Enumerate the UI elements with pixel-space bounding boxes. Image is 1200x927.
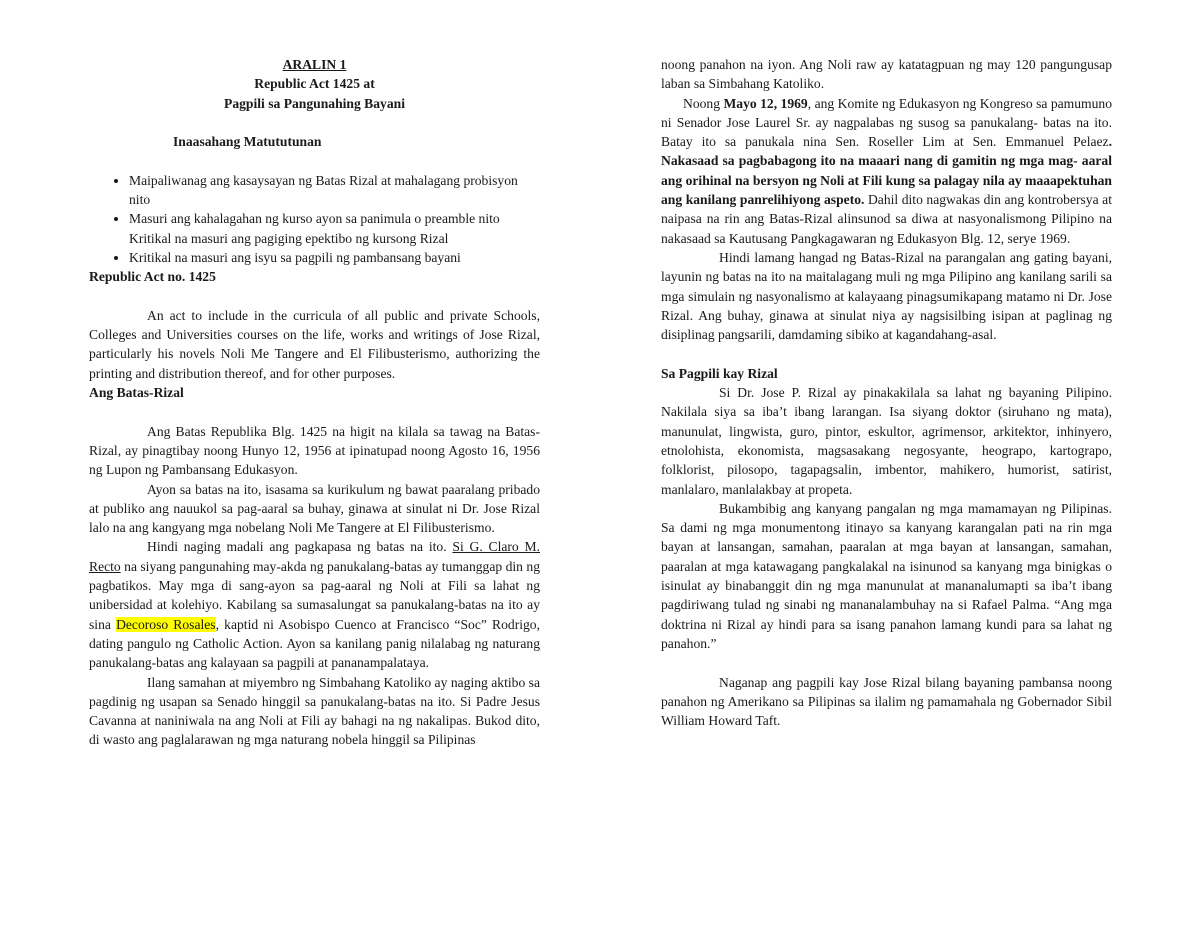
lesson-title-line1: Republic Act 1425 at (254, 76, 375, 92)
paragraph: Ang Batas Republika Blg. 1425 na higit na kilala sa tawag na Batas- Rizal, ay pinagtibay noong Hunyo 12, 1956 at ipinatupad noong Agosto 16, 1956 ng Lupon ng Pambansang Edukasyon. (89, 423, 540, 478)
text-run: Dahil dito nagwakas din ang kontrobersya at naipasa na rin ang Batas-Rizal alinsunod sa diwa at nasyonalismong Pilipino na nakasaad sa Kautusang Pangkagawaran ng Edukasyon Blg. 12, serye 1969. (661, 192, 1112, 246)
outcomes-heading: Inaasahang Matututunan (173, 134, 322, 150)
ra-heading: Republic Act no. 1425 (89, 269, 216, 285)
list-item: • Kritikal na masuri ang isyu sa pagpili ng pambansang bayani (129, 248, 540, 267)
ra-text: An act to include in the curricula of all public and private Schools, Colleges and Universities courses on the life, works and writings of Jose Rizal, particularly his novels Noli Me Tangere and El Filibusterismo, authorizing the printing and distribution thereof, and for other purposes. (89, 307, 540, 381)
bold-date: Mayo 12, 1969 (723, 95, 808, 111)
paragraph: Hindi lamang hangad ng Batas-Rizal na parangalan ang gating bayani, layunin ng batas na ito na maitalagang muli ng mga Pilipino ang kanilang sarili sa mga simulain ng nasyonalismo at kalayaang pinagsumikapang matamo ni Dr. Jose Rizal. Ang buhay, ginawa at sinulat niya ay nagsisilbing isipan at paglinag ng disiplinag pangsarili, damdaming sibiko at kagandahang-asal. (661, 249, 1112, 343)
text-run: Noong (683, 95, 724, 111)
highlighted-name: Decoroso Rosales (116, 616, 216, 632)
text-run: , ang Komite ng Edukasyon ng Kongreso sa pamumuno ni Senador Jose Laurel Sr. ay nagpalabas ng susog sa panukalang- batas na ito. Batay ito sa panukala nina Sen. Roseller Lim at Sen. Emmanuel Pelaez (661, 95, 1112, 150)
outcomes-list (89, 171, 540, 267)
bold-text: . Nakasaad sa pagbabagong ito na maaari nang di gamitin ng mga mag- aaral ang orihinal na bersyon ng Noli at Fili kung sa palagay nila ay maaapektuhan ang kanilang panrelihiyong aspeto. (661, 134, 1112, 208)
list-item: • Maipaliwanag ang kasaysayan ng Batas Rizal at mahalagang probisyon nito (129, 171, 540, 210)
paragraph (661, 94, 1112, 248)
lesson-title-line2: Pagpili sa Pangunahing Bayani (224, 95, 405, 111)
text-run: , kaptid ni Asobispo Cuenco at Francisco “Soc” Rodrigo, dating pangulo ng Catholic Action. Ayon sa kanilang panig nilalabag ng naturang panukalang-batas ang kalayaan sa pagpili at pananampalataya. (89, 616, 541, 671)
paragraph: Naganap ang pagpili kay Jose Rizal bilang bayaning pambansa noong panahon ng Amerikano sa Pilipinas sa ilalim ng pamamahala ng Gobernador Sibil William Howard Taft. (661, 674, 1112, 729)
paragraph: Si Dr. Jose P. Rizal ay pinakakilala sa lahat ng bayaning Pilipino. Nakilala siya sa iba’t ibang larangan. Isa siyang doktor (siruhano ng mata), manunulat, lingwista, guro, pintor, eskultor, agrimensor, arkitektor, inhinyero, etnolohista, ekonomista, magsasakang negosyante, heograpo, kartograpo, folklorist, pilosopo, tagapagsalin, imbentor, mahikero, humorist, satirist, manlalaro, manlalakbay at propeta. (661, 385, 1112, 497)
right-column (661, 55, 1112, 730)
paragraph: Ayon sa batas na ito, isasama sa kurikulum ng bawat paaralang pribado at publiko ang nauukol sa pag-aaral sa buhay, ginawa at sinulat ni Dr. Jose Rizal lalo na ang kangyang mga nobelang Noli Me Tangere at El Filibusterismo. (89, 481, 540, 536)
text-run: Hindi naging madali ang pagkapasa ng batas na ito. (147, 539, 453, 555)
text-run: na siyang pangunahing may-akda ng panukalang-batas ay tumanggap din ng pagbatikos. May mga di sang-ayon sa pag-aaral ng Noli at Fili sa lahat ng unibersidad at kolehiyo. Kabilang sa sumasalungat sa panukalang-batas na ito ay sina (89, 558, 540, 632)
paragraph: noong panahon na iyon. Ang Noli raw ay katatagpuan ng may 120 pangungusap laban sa Simbahang Katoliko. (661, 57, 1112, 92)
lesson-number: ARALIN 1 (282, 57, 347, 72)
paragraph: Bukambibig ang kanyang pangalan ng mga mamamayan ng Pilipinas. Sa dami ng mga monumentong itinayo sa kanyang karangalan pati na rin mga bayan at lansangan, samahan, paaralan at mga bayan at lansangan, samahan, paaralan at mga katawagang pangkalakal na isinunod sa kanyang mga binigkas o isinulat ay binabanggit din ng mga manunulat at mananalumapti sa iba’t ibang pagdiriwang tulad ng sinabi ng mananalambuhay na si Rafael Palma. “Ang mga doktrina ni Rizal ay hindi para sa isang panahon lamang kundi para sa lahat ng panahon.” (661, 500, 1112, 651)
paragraph: Ilang samahan at miyembro ng Simbahang Katoliko ay naging aktibo sa pagdinig ng usapan sa Senado hinggil sa panukalang-batas na ito. Si Padre Jesus Cavanna at naniniwala na ang Noli at Fili ay bahagi na ng nakalipas. Bukod dito, di wasto ang paglalarawan ng mga naturang nobela hinggil sa Pilipinas (89, 674, 540, 748)
underlined-name: Si G. Claro M. Recto (89, 539, 540, 574)
pagpili-heading: Sa Pagpili kay Rizal (661, 365, 778, 381)
paragraph (89, 537, 540, 672)
batas-rizal-heading: Ang Batas-Rizal (89, 385, 184, 401)
list-item: • Masuri ang kahalagahan ng kurso ayon sa panimula o preamble nito Kritikal na masuri ang pagiging epektibo ng kursong Rizal (129, 209, 540, 248)
left-column (89, 55, 540, 750)
